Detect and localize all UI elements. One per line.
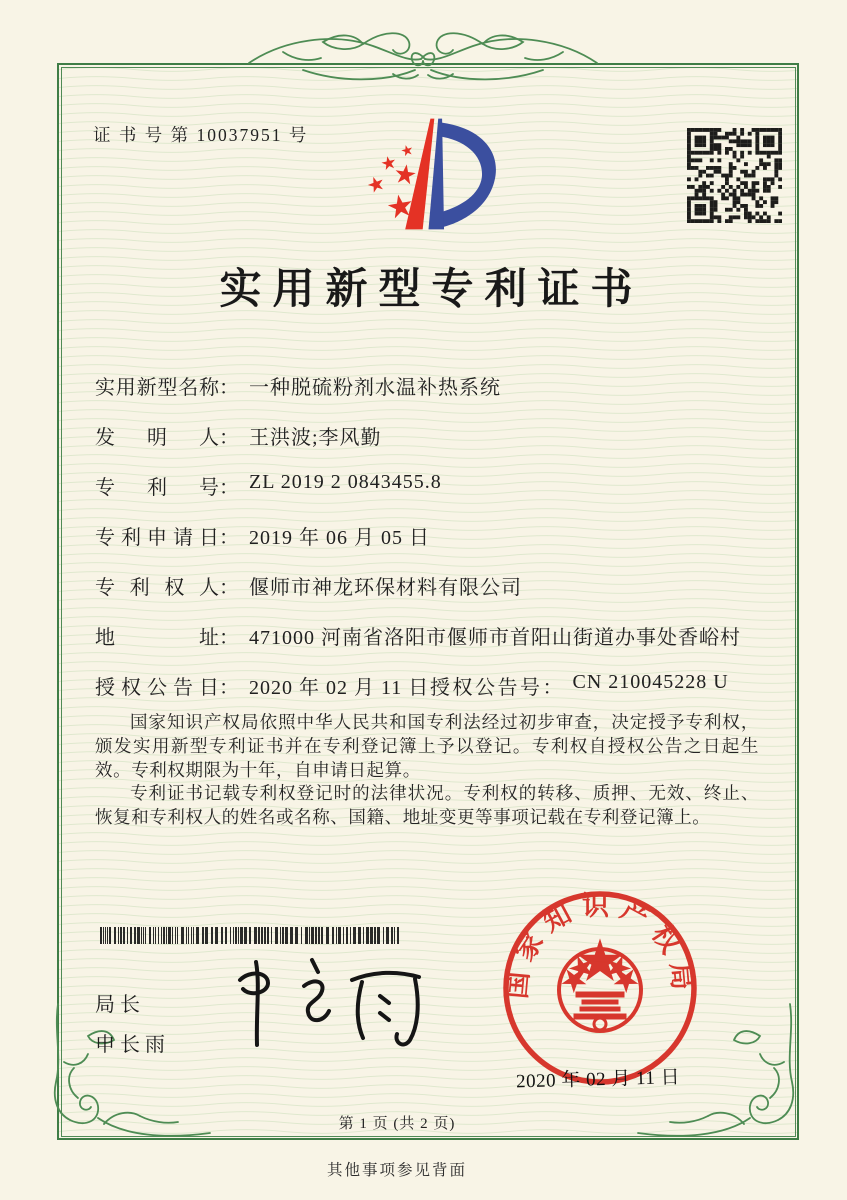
field-value: 一种脱硫粉剂水温补热系统: [249, 377, 501, 399]
field-patentee: 专利权人： 偃师市神龙环保材料有限公司: [95, 571, 522, 600]
barcode: [100, 927, 400, 944]
legal-paragraph-2: 专利证书记载专利权登记时的法律状况。专利权的转移、质押、无效、终止、恢复和专利权人的姓名或名称、国籍、地址变更等事项记载在专利登记簿上。: [95, 783, 759, 828]
field-value: 2020 年 02 月 11 日: [249, 677, 430, 699]
certificate-title: 实用新型专利证书: [219, 267, 644, 313]
director-signature: [222, 950, 437, 1055]
field-grant-date: 授权公告日： 2020 年 02 月 11 日 授权公告号： CN 210045228 U: [95, 671, 729, 699]
field-label: 授权公告日: [95, 677, 219, 699]
field-value: ZL 2019 2 0843455.8: [249, 471, 442, 493]
field-label: 授权公告号: [430, 677, 543, 699]
field-value: 偃师市神龙环保材料有限公司: [249, 577, 522, 599]
field-value: CN 210045228 U: [572, 671, 729, 693]
national-emblem-icon: [559, 949, 641, 1031]
cnipa-logo-icon: [346, 110, 511, 238]
field-filing-date: 专利申请日： 2019 年 06 月 05 日: [95, 521, 430, 550]
field-value: 471000 河南省洛阳市偃师市首阳山街道办事处香峪村: [249, 627, 741, 649]
field-inventors: 发明人： 王洪波;李风勤: [95, 421, 382, 450]
field-utility-model-name: 实用新型名称： 一种脱硫粉剂水温补热系统: [95, 371, 501, 400]
field-value: 王洪波;李风勤: [249, 427, 382, 449]
field-label: 发明人: [95, 427, 219, 449]
field-value: 2019 年 06 月 05 日: [249, 527, 430, 549]
field-label: 专利权人: [95, 577, 219, 599]
page-number-note: 第 1 页 (共 2 页): [338, 1116, 456, 1132]
field-label: 地址: [95, 627, 219, 649]
seal-date: 2020 年 02 月 11 日: [515, 1067, 681, 1093]
field-address: 地址： 471000 河南省洛阳市偃师市首阳山街道办事处香峪村: [95, 621, 741, 650]
certificate-number: 证 书 号 第 10037951 号: [93, 125, 309, 145]
back-side-note: 其他事项参见背面: [326, 1162, 467, 1179]
field-label: 实用新型名称: [95, 377, 219, 399]
legal-text-block: [95, 711, 759, 830]
field-label: 专利申请日: [95, 527, 219, 549]
official-seal: [500, 888, 700, 1088]
field-label: 专利号: [95, 477, 219, 499]
svg-text:国家知识产权局: 国家知识产权局: [501, 891, 699, 1000]
director-name: 申长雨: [95, 1034, 170, 1056]
field-grant-number: 授权公告号： CN 210045228 U: [430, 671, 729, 699]
legal-paragraph-1: 国家知识产权局依照中华人民共和国专利法经过初步审查，决定授予专利权，颁发实用新型专利证书并在专利登记簿上予以登记。专利权自授权公告之日起生效。专利权期限为十年，自申请日起算。: [95, 712, 759, 780]
field-patent-number: 专利号： ZL 2019 2 0843455.8: [95, 471, 442, 499]
director-title: 局长: [95, 994, 145, 1016]
qr-code: [687, 128, 782, 223]
